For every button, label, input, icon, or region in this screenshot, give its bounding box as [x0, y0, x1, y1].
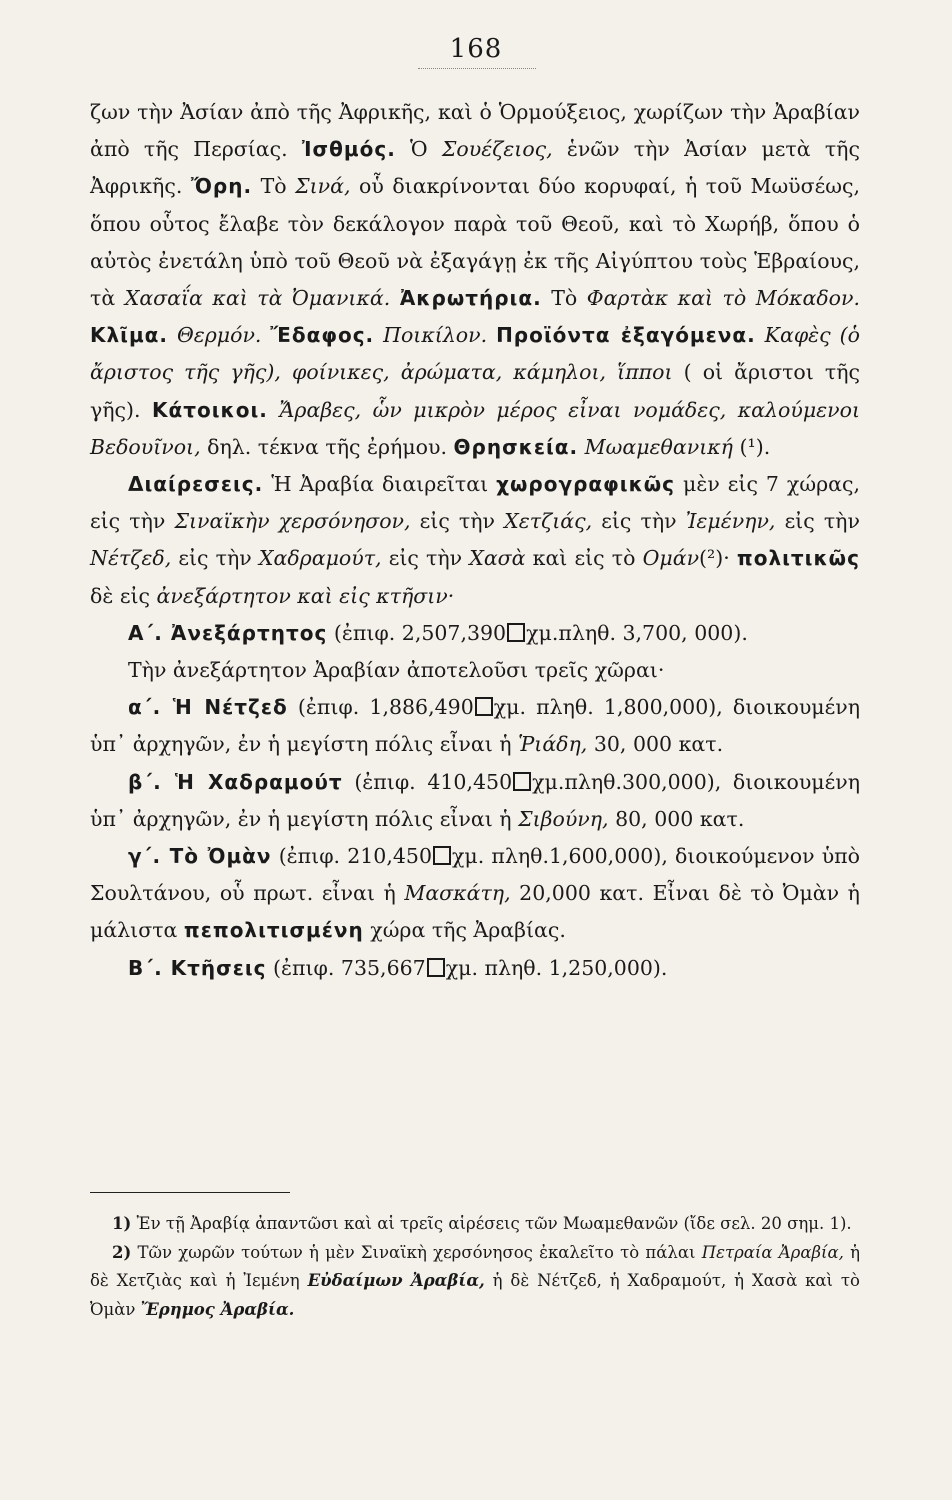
footnote-1: 1) Ἐν τῇ Ἀραβίᾳ ἀπαντῶσι καὶ αἱ τρεῖς αἱρέσεις τῶν Μωαμεθανῶν (ἴδε σελ. 20 σημ. 1). — [112, 1214, 852, 1233]
heading-katoikoi: Κάτοικοι. — [152, 397, 268, 422]
heading-isthmos: Ἰσθμός. — [301, 137, 396, 162]
three-countries-line: Τὴν ἀνεξάρτητον Ἀραβίαν ἀποτελοῦσι τρεῖς χῶραι· — [128, 658, 665, 683]
footnote-2: 2) Τῶν χωρῶν τούτων ἡ μὲν Σιναϊκὴ χερσόνησος ἐκαλεῖτο τὸ πάλαι Πετραία Ἀραβία, ἡ δὲ Χετζιὰς καὶ ἡ Ἰεμένη Εὐδαίμων Ἀραβία, ἡ δὲ Νέτζεδ, ἡ Χαδραμούτ, ἡ Χασὰ καὶ τὸ Ὀμὰν Ἔρημος Ἀραβία. — [90, 1242, 861, 1319]
square-km-icon — [513, 772, 531, 791]
page-number: 168 — [449, 34, 503, 64]
footnote-rule — [90, 1192, 290, 1193]
entry-oman: γ΄. Τὸ Ὀμὰν (ἐπιφ. 210,450 χμ. πληθ.1,600,000), διοικούμενον ὑπὸ Σουλτάνου, οὗ πρωτ. εἶναι ἡ Μασκάτη, 20,000 κατ. Εἶναι δὲ τὸ Ὀμὰν ἡ μάλιστα πεπολιτισμένη χώρα τῆς Ἀραβίας. — [90, 844, 860, 943]
paragraph-divisions: Διαίρεσεις. Ἡ Ἀραβία διαιρεῖται χωρογραφικῶς μὲν εἰς 7 χώρας, εἰς τὴν Σιναϊκὴν χερσόνησον, εἰς τὴν Χετζιάς, εἰς τὴν Ἰεμένην, εἰς τὴν Νέτζεδ, εἰς τὴν Χαδραμούτ, εἰς τὴν Χασὰ καὶ εἰς τὸ Ομάν(²)· πολιτικῶς δὲ εἰς ἀνεξάρτητον καὶ εἰς κτῆσιν· — [90, 472, 860, 608]
heading-ori: Ὄρη. — [190, 174, 253, 199]
section-a-independent: Α΄. Ἀνεξάρτητος (ἐπιφ. 2,507,390 χμ.πληθ. 3,700, 000). — [128, 620, 748, 645]
square-km-icon — [475, 697, 493, 716]
footnote-ref-1: (¹). — [739, 434, 771, 459]
square-km-icon — [427, 958, 445, 977]
heading-edafos: Ἔδαφος. — [270, 323, 375, 348]
entry-netzed: α΄. Ἡ Νέτζεδ (ἐπιφ. 1,886,490 χμ. πληθ. 1,800,000), διοικουμένη ὑπ᾽ ἀρχηγῶν, ἐν ἡ μεγίστη πόλις εἶναι ἡ Ῥιάδη, 30, 000 κατ. — [90, 695, 860, 757]
entry-hadramout: β΄. Ἡ Χαδραμούτ (ἐπιφ. 410,450 χμ.πληθ.300,000), διοικουμένη ὑπ᾽ ἀρχηγῶν, ἐν ἡ μεγίστη πόλις εἶναι ἡ Σιβούνη, 80, 000 κατ. — [90, 769, 860, 831]
main-text — [90, 94, 860, 987]
square-km-icon — [433, 846, 451, 865]
heading-proionta: Προϊόντα ἐξαγόμενα. — [496, 323, 756, 348]
section-b-possessions: Β΄. Κτῆσεις (ἐπιφ. 735,667 χμ. πληθ. 1,250,000). — [128, 955, 668, 980]
heading-diaireseis: Διαίρεσεις. — [128, 472, 264, 497]
heading-akrotiria: Ἀκρωτήρια. — [399, 286, 542, 311]
page-number-rule — [418, 68, 536, 69]
heading-thriskeia: Θρησκεία. — [453, 434, 579, 459]
heading-klima: Κλῖμα. — [90, 323, 169, 348]
square-km-icon — [507, 623, 525, 642]
paragraph-geography: ζων τὴν Ἀσίαν ἀπὸ τῆς Ἀφρικῆς, καὶ ὁ Ὁρμούξειος, χωρίζων τὴν Ἀραβίαν ἀπὸ τῆς Περσίας. Ἰσθμός. Ὁ Σουέζειος, ἑνῶν τὴν Ἀσίαν μετὰ τῆς Ἀφρικῆς. Ὄρη. Τὸ Σινά, οὗ διακρίνονται δύο κορυφαί, ἡ τοῦ Μωϋσέως, ὅπου οὗτος ἔλαβε τὸν δεκάλογον παρὰ τοῦ Θεοῦ, καὶ τὸ Χωρήβ, ὅπου ὁ αὐτὸς ἐνετάλη ὑπὸ τοῦ Θεοῦ νὰ ἐξαγάγῃ ἐκ τῆς Αἰγύπτου τοὺς Ἑβραίους, τὰ Χασαΐα καὶ τὰ Ὀμανικά. Ἀκρωτήρια. Τὸ Φαρτὰκ καὶ τὸ Μόκαδον. Κλῖμα. Θερμόν. Ἔδαφος. Ποικίλον. Προϊόντα ἐξαγόμενα. Καφὲς (ὁ ἄριστος τῆς γῆς), φοίνικες, ἀρώματα, κάμηλοι, ἵπποι ( οἱ ἄριστοι τῆς γῆς). Κάτοικοι. Ἄραβες, ὧν μικρὸν μέρος εἶναι νομάδες, καλούμενοι Βεδουῖνοι, δηλ. τέκνα τῆς ἐρήμου. Θρησκεία. Μωαμεθανική (¹). — [90, 100, 860, 459]
footnotes — [90, 1210, 860, 1324]
footnote-ref-2: (²)· — [699, 546, 730, 571]
